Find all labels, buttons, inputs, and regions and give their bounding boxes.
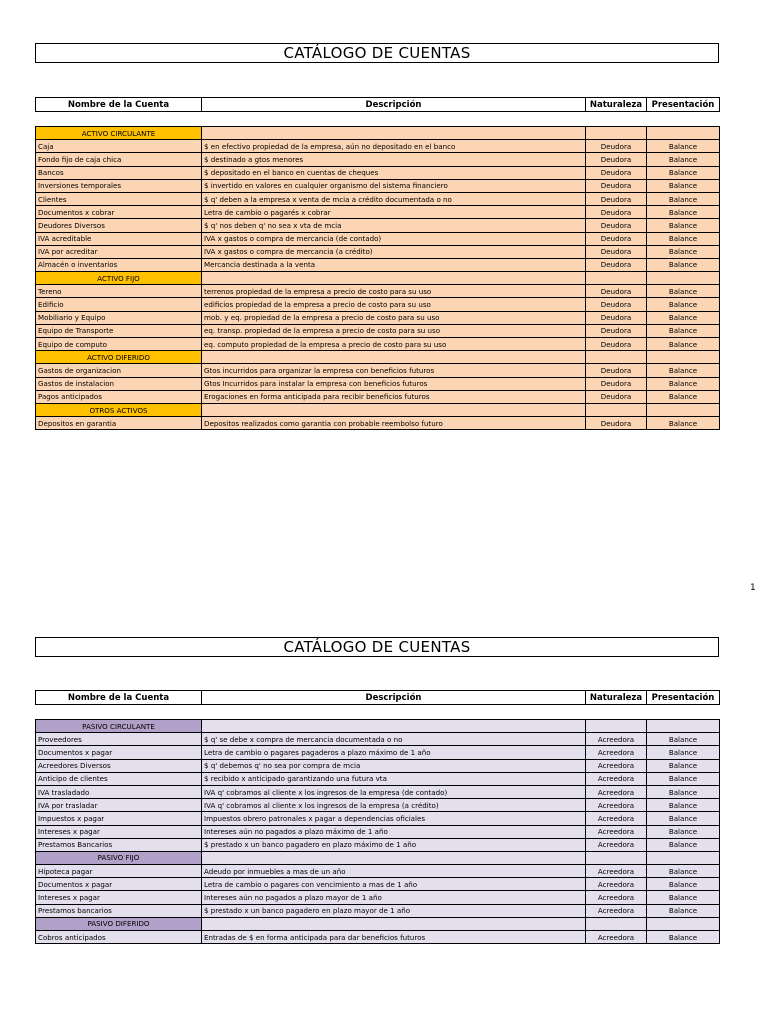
- account-description: $ q' debemos q' no sea por compra de mcia: [202, 759, 586, 772]
- account-description: $ prestado x un banco pagadero en plazo mayor de 1 año: [202, 904, 586, 917]
- page1-header-row: [35, 97, 720, 112]
- account-row: [36, 232, 720, 245]
- empty-cell: [647, 851, 720, 864]
- account-row: [36, 179, 720, 192]
- account-presentation: Balance: [647, 799, 720, 812]
- account-description: $ invertido en valores en cualquier organismo del sistema financiero: [202, 179, 586, 192]
- account-name: Cobros anticipados: [36, 931, 202, 944]
- account-row: [36, 825, 720, 838]
- account-row: [36, 759, 720, 772]
- header-presentacion: Presentación: [647, 691, 720, 705]
- account-presentation: Balance: [647, 891, 720, 904]
- account-name: Documentos x cobrar: [36, 206, 202, 219]
- account-nature: Acreedora: [586, 865, 647, 878]
- account-nature: Deudora: [586, 364, 647, 377]
- account-row: [36, 285, 720, 298]
- account-presentation: Balance: [647, 364, 720, 377]
- account-row: [36, 153, 720, 166]
- account-name: Documentos x pagar: [36, 746, 202, 759]
- account-name: Equipo de computo: [36, 338, 202, 351]
- section-label: PASIVO DIFERIDO: [36, 917, 202, 930]
- account-nature: Deudora: [586, 390, 647, 403]
- account-presentation: Balance: [647, 219, 720, 232]
- account-nature: Deudora: [586, 219, 647, 232]
- section-row: [36, 403, 720, 416]
- account-nature: Deudora: [586, 258, 647, 271]
- account-row: [36, 799, 720, 812]
- account-nature: Acreedora: [586, 785, 647, 798]
- account-description: $ destinado a gtos menores: [202, 153, 586, 166]
- account-description: IVA x gastos o compra de mercancia (de contado): [202, 232, 586, 245]
- empty-cell: [647, 720, 720, 733]
- account-row: [36, 140, 720, 153]
- page1-title: CATÁLOGO DE CUENTAS: [35, 43, 719, 63]
- page1-catalog-table: [35, 126, 720, 430]
- account-name: Caja: [36, 140, 202, 153]
- account-description: IVA q' cobramos al cliente x los ingresos de la empresa (a crédito): [202, 799, 586, 812]
- account-presentation: Balance: [647, 865, 720, 878]
- account-name: IVA acreditable: [36, 232, 202, 245]
- section-row: [36, 917, 720, 930]
- account-name: Bancos: [36, 166, 202, 179]
- empty-cell: [586, 917, 647, 930]
- account-nature: Acreedora: [586, 931, 647, 944]
- empty-cell: [202, 403, 586, 416]
- account-row: [36, 311, 720, 324]
- account-description: Entradas de $ en forma anticipada para dar beneficios futuros: [202, 931, 586, 944]
- account-presentation: Balance: [647, 931, 720, 944]
- account-name: Acreedores Diversos: [36, 759, 202, 772]
- account-presentation: Balance: [647, 746, 720, 759]
- account-presentation: Balance: [647, 258, 720, 271]
- empty-cell: [202, 272, 586, 285]
- account-nature: Deudora: [586, 324, 647, 337]
- account-row: [36, 377, 720, 390]
- account-name: Prestamos Bancarios: [36, 838, 202, 851]
- header-descripcion: Descripción: [202, 98, 586, 112]
- account-description: $ en efectivo propiedad de la empresa, aún no depositado en el banco: [202, 140, 586, 153]
- account-name: Gastos de instalacion: [36, 377, 202, 390]
- empty-cell: [202, 720, 586, 733]
- account-presentation: Balance: [647, 812, 720, 825]
- account-name: Depositos en garantia: [36, 417, 202, 430]
- account-description: Depositos realizados como garantia con probable reembolso futuro: [202, 417, 586, 430]
- header-descripcion: Descripción: [202, 691, 586, 705]
- account-description: $ q' deben a la empresa x venta de mcia a crédito documentada o no: [202, 192, 586, 205]
- account-presentation: Balance: [647, 324, 720, 337]
- account-name: Fondo fijo de caja chica: [36, 153, 202, 166]
- account-row: [36, 812, 720, 825]
- account-name: Deudores Diversos: [36, 219, 202, 232]
- account-nature: Acreedora: [586, 838, 647, 851]
- account-nature: Acreedora: [586, 891, 647, 904]
- header-naturaleza: Naturaleza: [586, 691, 647, 705]
- account-presentation: Balance: [647, 298, 720, 311]
- page2-header-row: [35, 690, 720, 705]
- section-row: [36, 851, 720, 864]
- section-label: ACTIVO FIJO: [36, 272, 202, 285]
- account-description: edificios propiedad de la empresa a precio de costo para su uso: [202, 298, 586, 311]
- account-row: [36, 258, 720, 271]
- header-presentacion: Presentación: [647, 98, 720, 112]
- account-row: [36, 324, 720, 337]
- account-presentation: Balance: [647, 417, 720, 430]
- empty-cell: [586, 851, 647, 864]
- empty-cell: [647, 127, 720, 140]
- account-nature: Deudora: [586, 179, 647, 192]
- empty-cell: [647, 403, 720, 416]
- section-label: PASIVO FIJO: [36, 851, 202, 864]
- account-row: [36, 772, 720, 785]
- account-row: [36, 192, 720, 205]
- account-presentation: Balance: [647, 206, 720, 219]
- account-presentation: Balance: [647, 733, 720, 746]
- account-nature: Acreedora: [586, 746, 647, 759]
- account-presentation: Balance: [647, 153, 720, 166]
- account-nature: Deudora: [586, 298, 647, 311]
- account-description: Gtos incurridos para organizar la empresa con beneficios futuros: [202, 364, 586, 377]
- account-name: Documentos x pagar: [36, 878, 202, 891]
- account-row: [36, 206, 720, 219]
- account-name: Proveedores: [36, 733, 202, 746]
- empty-cell: [202, 127, 586, 140]
- account-nature: Deudora: [586, 285, 647, 298]
- empty-cell: [586, 351, 647, 364]
- account-row: [36, 338, 720, 351]
- account-row: [36, 364, 720, 377]
- account-presentation: Balance: [647, 377, 720, 390]
- account-presentation: Balance: [647, 825, 720, 838]
- account-name: Equipo de Transporte: [36, 324, 202, 337]
- account-row: [36, 785, 720, 798]
- account-row: [36, 219, 720, 232]
- account-description: terrenos propiedad de la empresa a precio de costo para su uso: [202, 285, 586, 298]
- account-presentation: Balance: [647, 338, 720, 351]
- account-name: Intereses x pagar: [36, 891, 202, 904]
- header-naturaleza: Naturaleza: [586, 98, 647, 112]
- account-presentation: Balance: [647, 245, 720, 258]
- account-description: $ q' nos deben q' no sea x vta de mcia: [202, 219, 586, 232]
- account-presentation: Balance: [647, 390, 720, 403]
- account-description: IVA q' cobramos al cliente x los ingresos de la empresa (de contado): [202, 785, 586, 798]
- account-nature: Acreedora: [586, 878, 647, 891]
- account-description: $ q' se debe x compra de mercancia documentada o no: [202, 733, 586, 746]
- account-name: Almacén o inventarios: [36, 258, 202, 271]
- account-row: [36, 298, 720, 311]
- account-presentation: Balance: [647, 140, 720, 153]
- account-presentation: Balance: [647, 838, 720, 851]
- section-row: [36, 127, 720, 140]
- account-description: mob. y eq. propiedad de la empresa a precio de costo para su uso: [202, 311, 586, 324]
- account-name: Impuestos x pagar: [36, 812, 202, 825]
- account-description: Gtos Incurridos para instalar la empresa con beneficios futuros: [202, 377, 586, 390]
- account-name: Pagos anticipados: [36, 390, 202, 403]
- account-presentation: Balance: [647, 179, 720, 192]
- account-row: [36, 746, 720, 759]
- account-name: Anticipo de clientes: [36, 772, 202, 785]
- section-row: [36, 720, 720, 733]
- account-row: [36, 245, 720, 258]
- account-name: IVA por acreditar: [36, 245, 202, 258]
- account-description: Mercancia destinada a la venta: [202, 258, 586, 271]
- account-name: Inversiones temporales: [36, 179, 202, 192]
- account-description: Impuestos obrero patronales x pagar a dependencias oficiales: [202, 812, 586, 825]
- account-description: IVA x gastos o compra de mercancia (a crédito): [202, 245, 586, 258]
- account-name: Tereno: [36, 285, 202, 298]
- empty-cell: [647, 351, 720, 364]
- account-nature: Deudora: [586, 232, 647, 245]
- section-row: [36, 272, 720, 285]
- account-row: [36, 878, 720, 891]
- empty-cell: [202, 351, 586, 364]
- account-name: IVA trasladado: [36, 785, 202, 798]
- account-presentation: Balance: [647, 192, 720, 205]
- account-nature: Acreedora: [586, 733, 647, 746]
- empty-cell: [647, 917, 720, 930]
- account-name: Clientes: [36, 192, 202, 205]
- account-name: Gastos de organizacion: [36, 364, 202, 377]
- account-nature: Deudora: [586, 192, 647, 205]
- account-presentation: Balance: [647, 785, 720, 798]
- account-nature: Deudora: [586, 311, 647, 324]
- account-nature: Deudora: [586, 153, 647, 166]
- account-nature: Deudora: [586, 206, 647, 219]
- account-description: Erogaciones en forma anticipada para recibir beneficios futuros: [202, 390, 586, 403]
- account-description: eq. transp. propiedad de la empresa a precio de costo para su uso: [202, 324, 586, 337]
- account-presentation: Balance: [647, 772, 720, 785]
- empty-cell: [202, 851, 586, 864]
- account-nature: Acreedora: [586, 904, 647, 917]
- account-nature: Acreedora: [586, 759, 647, 772]
- account-row: [36, 166, 720, 179]
- account-description: Letra de cambio o pagares pagaderos a plazo máximo de 1 año: [202, 746, 586, 759]
- account-nature: Deudora: [586, 245, 647, 258]
- account-row: [36, 733, 720, 746]
- account-row: [36, 931, 720, 944]
- account-description: Letra de cambio o pagarés x cobrar: [202, 206, 586, 219]
- account-name: Edificio: [36, 298, 202, 311]
- account-presentation: Balance: [647, 285, 720, 298]
- section-label: ACTIVO CIRCULANTE: [36, 127, 202, 140]
- account-nature: Deudora: [586, 338, 647, 351]
- account-presentation: Balance: [647, 232, 720, 245]
- empty-cell: [586, 403, 647, 416]
- account-nature: Acreedora: [586, 825, 647, 838]
- account-nature: Deudora: [586, 417, 647, 430]
- account-description: $ depositado en el banco en cuentas de cheques: [202, 166, 586, 179]
- empty-cell: [586, 720, 647, 733]
- empty-cell: [586, 127, 647, 140]
- account-presentation: Balance: [647, 904, 720, 917]
- account-name: Prestamos bancarios: [36, 904, 202, 917]
- account-row: [36, 417, 720, 430]
- account-description: Intereses aún no pagados a plazo máximo de 1 año: [202, 825, 586, 838]
- empty-cell: [647, 272, 720, 285]
- account-nature: Deudora: [586, 140, 647, 153]
- account-nature: Deudora: [586, 377, 647, 390]
- section-label: PASIVO CIRCULANTE: [36, 720, 202, 733]
- account-row: [36, 838, 720, 851]
- account-presentation: Balance: [647, 311, 720, 324]
- account-row: [36, 390, 720, 403]
- account-name: Hipoteca pagar: [36, 865, 202, 878]
- account-nature: Acreedora: [586, 799, 647, 812]
- account-presentation: Balance: [647, 759, 720, 772]
- section-label: ACTIVO DIFERIDO: [36, 351, 202, 364]
- page-number: 1: [750, 583, 756, 593]
- account-row: [36, 891, 720, 904]
- account-description: eq. computo propiedad de la empresa a precio de costo para su uso: [202, 338, 586, 351]
- account-description: Letra de cambio o pagares con vencimiento a mas de 1 año: [202, 878, 586, 891]
- account-row: [36, 865, 720, 878]
- empty-cell: [586, 272, 647, 285]
- account-name: Intereses x pagar: [36, 825, 202, 838]
- account-presentation: Balance: [647, 878, 720, 891]
- account-name: IVA por trasladar: [36, 799, 202, 812]
- empty-cell: [202, 917, 586, 930]
- account-presentation: Balance: [647, 166, 720, 179]
- account-row: [36, 904, 720, 917]
- page2-title: CATÁLOGO DE CUENTAS: [35, 637, 719, 657]
- header-nombre: Nombre de la Cuenta: [36, 691, 202, 705]
- section-label: OTROS ACTIVOS: [36, 403, 202, 416]
- page2-catalog-table: [35, 719, 720, 944]
- account-description: Adeudo por inmuebles a mas de un año: [202, 865, 586, 878]
- account-name: Mobiliario y Equipo: [36, 311, 202, 324]
- account-nature: Acreedora: [586, 812, 647, 825]
- account-description: $ prestado x un banco pagadero en plazo máximo de 1 año: [202, 838, 586, 851]
- header-nombre: Nombre de la Cuenta: [36, 98, 202, 112]
- account-description: $ recibido x anticipado garantizando una futura vta: [202, 772, 586, 785]
- section-row: [36, 351, 720, 364]
- account-nature: Acreedora: [586, 772, 647, 785]
- account-description: Intereses aún no pagados a plazo mayor de 1 año: [202, 891, 586, 904]
- account-nature: Deudora: [586, 166, 647, 179]
